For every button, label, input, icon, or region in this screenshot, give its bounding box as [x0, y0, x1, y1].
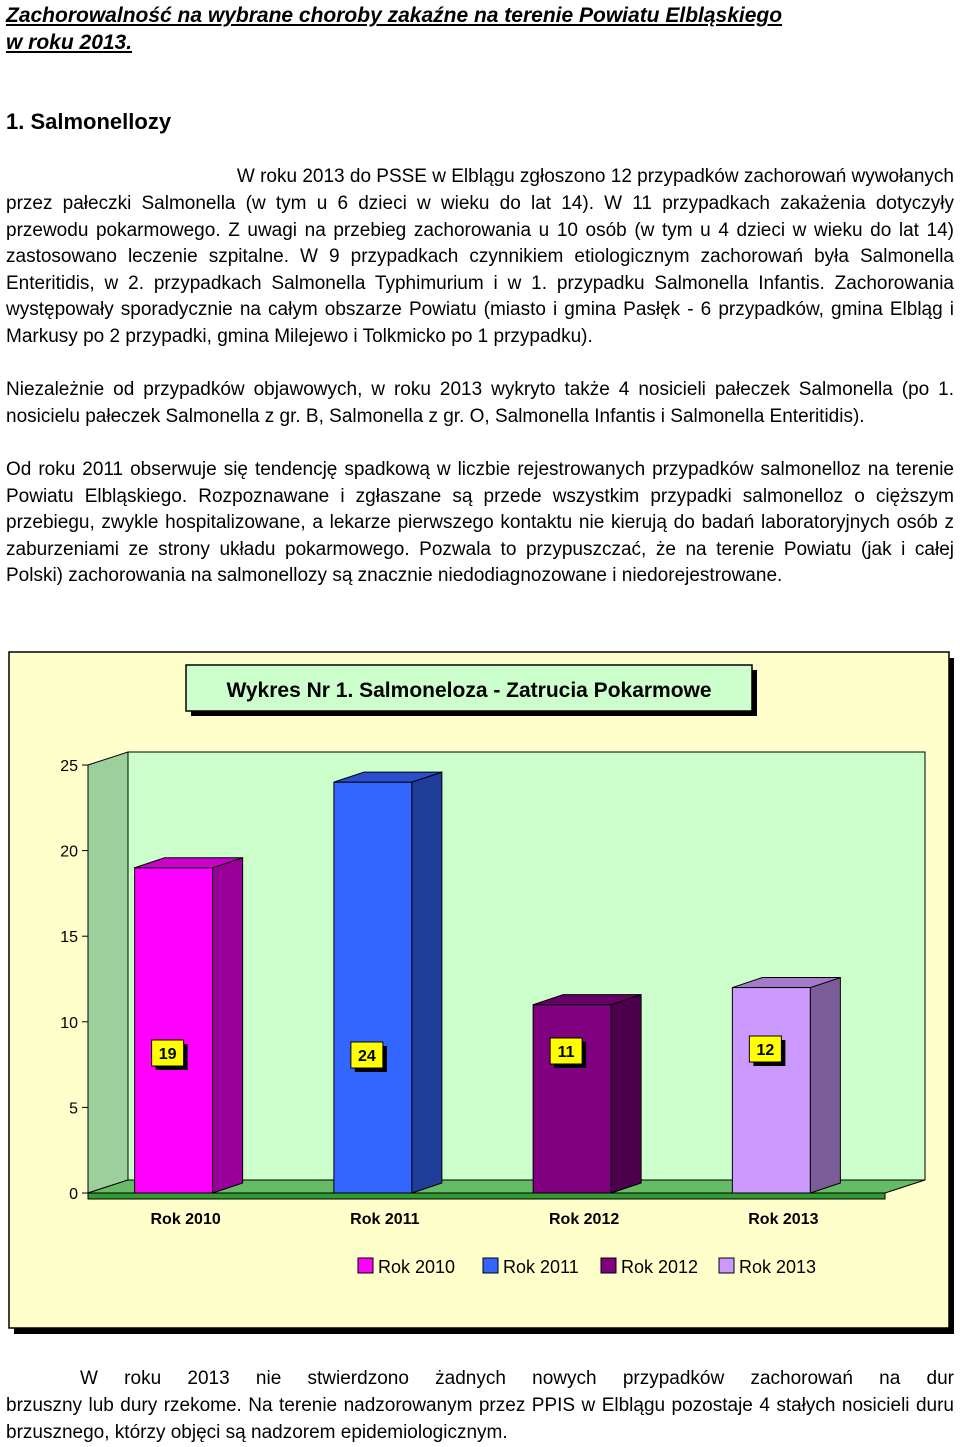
paragraph-1: przez pałeczki Salmonella (w tym u 6 dzieci w wieku do lat 14). W 11 przypadkach zakażenia dotyczyły przewodu pokarmowego. Z uwagi na przebieg zachorowania u 10 osób (w tym u 4 dzieci w wieku do lat 14) zastosowano leczenie szpitalne. W 9 przypadkach czynnikiem etiologicznym zachorowań była Salmonella Enteritidis, w 2. przypadkach Salmonella Typhimurium i w 1. przypadku Salmonella Infantis. Zachorowania występowały sporadycznie na całym obszarze Powiatu (miasto i gmina Pasłęk - 6 przypadków, gmina Elbląg i Markusy po 2 przypadki, gmina Milejewo i Tolkmicko po 1 przypadku).	[6, 193, 954, 347]
bar-side-rok-2013	[810, 978, 840, 1193]
bar-front-rok-2010	[135, 868, 213, 1193]
paragraph-3: Od roku 2011 obserwuje się tendencję spadkową w liczbie rejestrowanych przypadków salmonelloz na terenie Powiatu Elbląskiego. Rozpoznawane i zgłaszane są przede wszystkim przypadki salmonelloz o cięższym przebiegu, zwykle hospitalizowane, a lekarze pierwszego kontaktu nie kierują do badań laboratoryjnych osób z zaburzeniami ze strony układu pokarmowego. Pozwala to przypuszczać, że na terenie Powiatu (jak i całej Polski) zachorowania na salmonellozy są znacznie niedodiagnozowane i niedorejestrowane.	[6, 459, 954, 587]
legend-label: Rok 2012	[621, 1257, 699, 1277]
x-tick-label: Rok 2013	[748, 1211, 819, 1228]
x-tick-label: Rok 2012	[548, 1211, 620, 1228]
y-tick-label: 10	[60, 1014, 78, 1032]
value-label: 24	[357, 1048, 376, 1065]
legend-swatch	[483, 1258, 498, 1273]
legend-label: Rok 2013	[739, 1257, 817, 1277]
value-label: 19	[158, 1046, 177, 1063]
title-line-1: Zachorowalność na wybrane choroby zakaźne na terenie Powiatu Elbląskiego	[6, 4, 783, 27]
bar-front-rok-2012	[533, 1005, 611, 1193]
x-tick-label: Rok 2010	[150, 1211, 221, 1228]
bar-side-rok-2010	[213, 858, 243, 1193]
legend-swatch	[719, 1258, 734, 1273]
x-tick-label: Rok 2011	[350, 1211, 420, 1228]
paragraph-1-line-1: W roku 2013 do PSSE w Elblągu zgłoszono 12 przypadków zachorowań wywołanych	[236, 166, 954, 187]
section-heading: 1. Salmonellozy	[6, 109, 172, 134]
y-tick-label: 25	[60, 758, 78, 775]
chart	[0, 640, 960, 1340]
legend-label: Rok 2011	[503, 1257, 579, 1277]
chart-title: Wykres Nr 1. Salmoneloza - Zatrucia Pokarmowe	[226, 679, 712, 702]
bar-side-rok-2012	[611, 995, 641, 1193]
legend-swatch	[601, 1258, 616, 1273]
y-tick-label: 0	[69, 1186, 78, 1203]
bar-side-rok-2011	[412, 772, 442, 1193]
y-tick-label: 5	[69, 1100, 78, 1118]
legend-swatch	[358, 1258, 373, 1273]
title-line-2: w roku 2013.	[6, 31, 133, 54]
paragraph-4: brzuszny lub dury rzekome. Na terenie nadzorowanym przez PPIS w Elblągu pozostaje 4 stałych nosicieli duru brzusznego, którzy objęci są nadzorem epidemiologicznym.	[6, 1395, 954, 1443]
value-label: 12	[756, 1042, 775, 1059]
legend-label: Rok 2010	[378, 1257, 456, 1277]
bar-front-rok-2013	[732, 988, 810, 1193]
value-label: 11	[557, 1044, 575, 1061]
document-title	[6, 2, 956, 56]
chart-floor-front	[88, 1193, 885, 1199]
paragraph-2: Niezależnie od przypadków objawowych, w roku 2013 wykryto także 4 nosicieli pałeczek Salmonella (po 1. nosicielu pałeczek Salmonella z gr. B, Salmonella z gr. O, Salmonella Infantis i Salmonella Enteritidis).	[6, 379, 954, 427]
paragraph-4-line-1: W roku 2013 nie stwierdzono żadnych nowych przypadków zachorowań na dur	[80, 1368, 954, 1389]
y-tick-label: 15	[60, 929, 78, 947]
bar-front-rok-2011	[334, 782, 412, 1193]
y-tick-label: 20	[60, 843, 78, 861]
chart-side-wall	[88, 752, 128, 1193]
